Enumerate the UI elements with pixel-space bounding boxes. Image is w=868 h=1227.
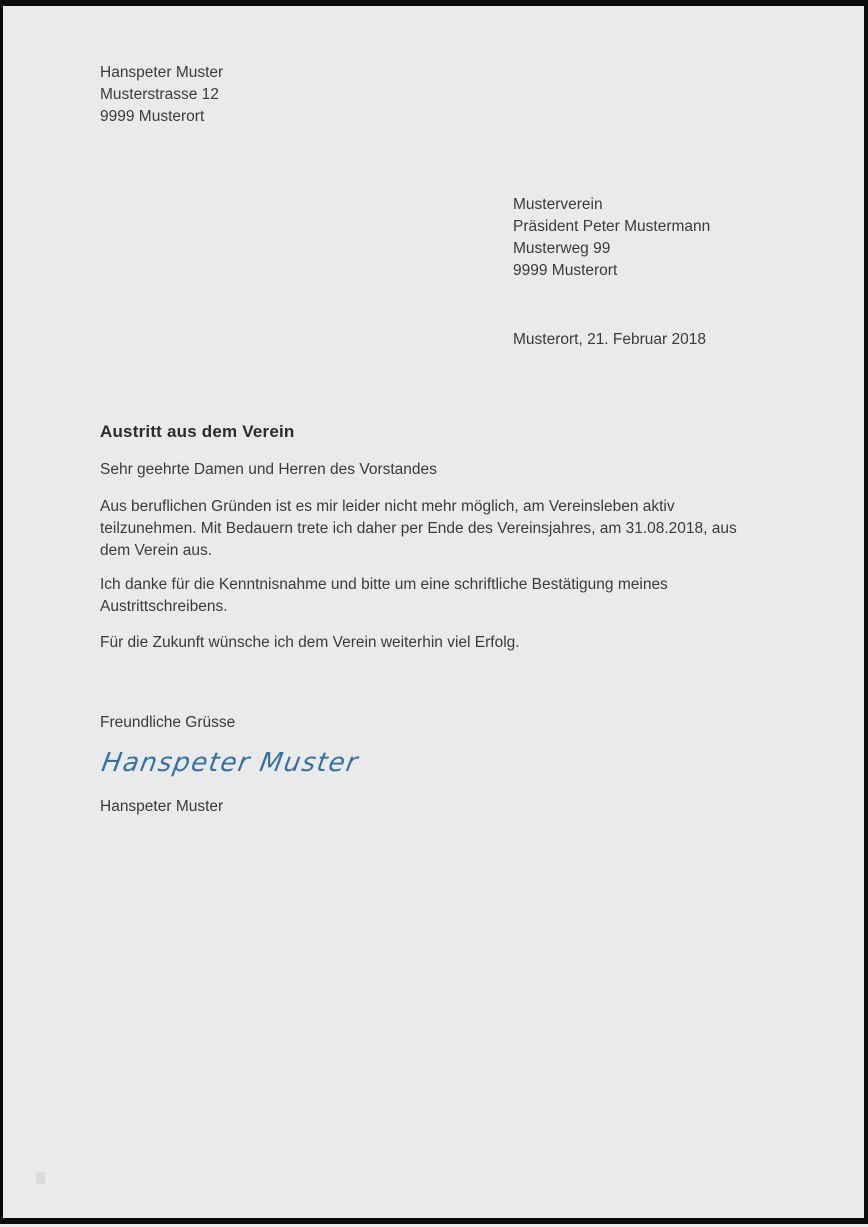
- body-paragraph-2: Ich danke für die Kenntnisnahme und bitte um eine schriftliche Bestätigung meines Austrittschreibens.: [100, 576, 668, 615]
- recipient-organization: Musterverein: [513, 196, 603, 213]
- recipient-person: Präsident Peter Mustermann: [513, 218, 711, 235]
- faint-scan-artifact: [36, 1172, 45, 1184]
- body-paragraph-1: Aus beruflichen Gründen ist es mir leider nicht mehr möglich, am Vereinsleben aktiv teilzunehmen. Mit Bedauern trete ich daher per Ende des Vereinsjahres, am 31.08.2018, aus dem Verein aus.: [100, 498, 737, 559]
- sender-address: [100, 62, 223, 128]
- handwritten-signature: Hanspeter Muster: [99, 748, 362, 778]
- signed-name: Hanspeter Muster: [100, 798, 224, 815]
- body-paragraph-3: Für die Zukunft wünsche ich dem Verein weiterhin viel Erfolg.: [100, 634, 520, 651]
- recipient-street: Musterweg 99: [513, 240, 611, 257]
- subject-line: Austritt aus dem Verein: [100, 422, 295, 441]
- recipient-address: [513, 194, 710, 282]
- closing-phrase: Freundliche Grüsse: [100, 714, 236, 731]
- salutation: Sehr geehrte Damen und Herren des Vorstandes: [100, 461, 437, 478]
- sender-name: Hanspeter Muster: [100, 64, 224, 81]
- recipient-city: 9999 Musterort: [513, 262, 618, 279]
- sender-street: Musterstrasse 12: [100, 86, 219, 103]
- date-line: Musterort, 21. Februar 2018: [513, 331, 706, 348]
- sender-city: 9999 Musterort: [100, 108, 205, 125]
